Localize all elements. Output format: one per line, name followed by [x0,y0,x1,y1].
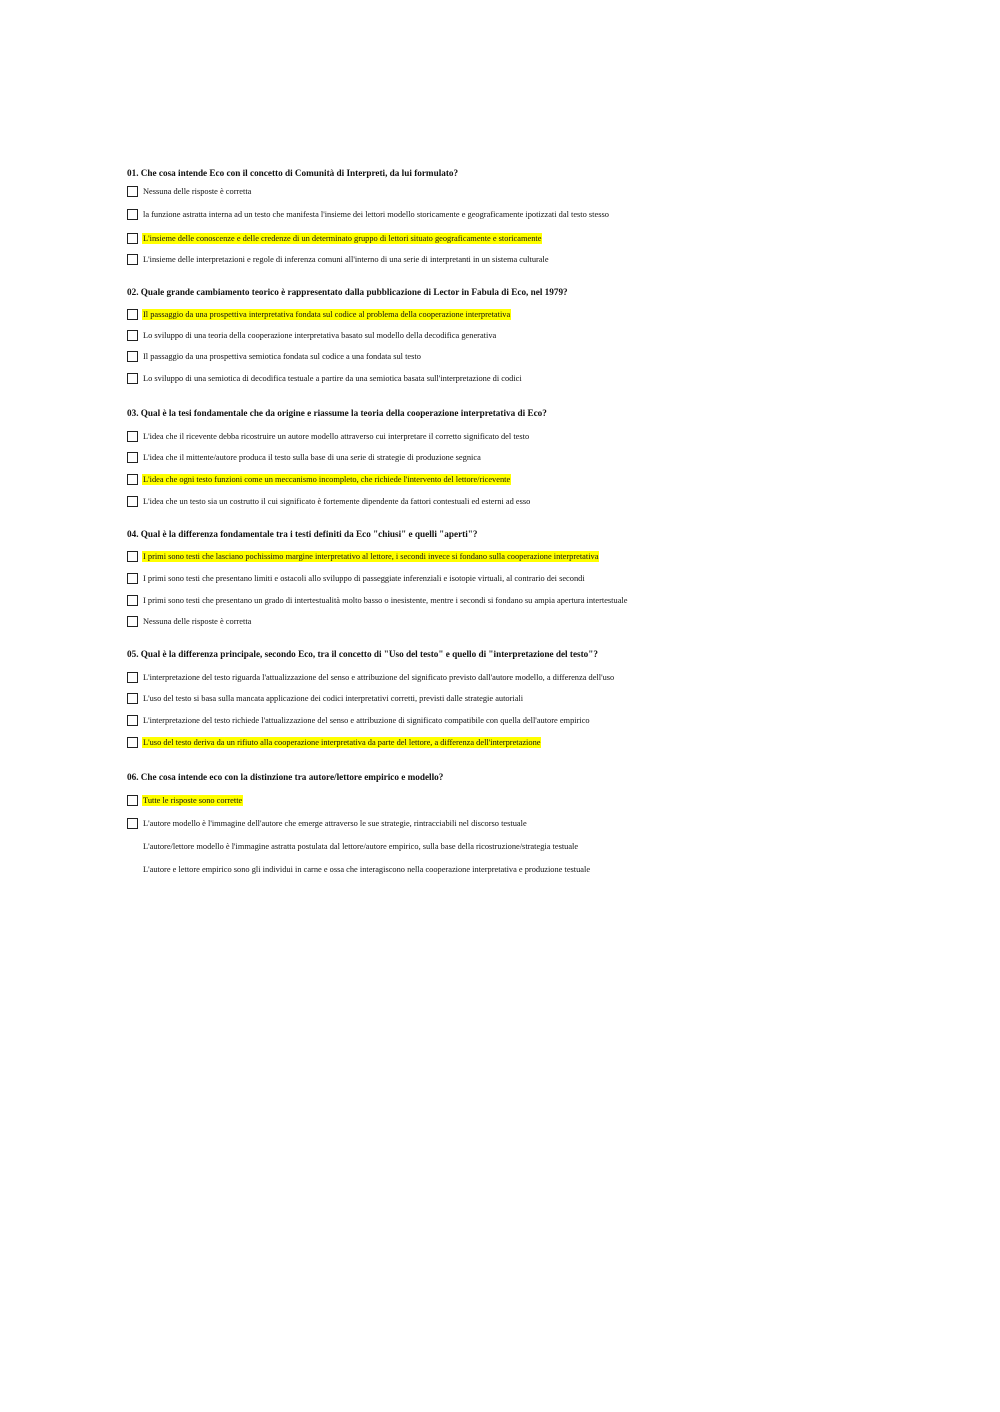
highlighted-answer-text: L'uso del testo deriva da un rifiuto alla cooperazione interpretativa da parte del lettore, a differenza dell'interpretazione [143,737,541,747]
answer-checkbox[interactable] [127,818,138,829]
answer-checkbox[interactable] [127,737,138,748]
answer-checkbox[interactable] [127,186,138,197]
highlighted-answer-text: L'insieme delle conoscenze e delle credenze di un determinato gruppo di lettori situato geograficamente e storicamente [143,233,542,243]
answer-checkbox[interactable] [127,309,138,320]
answer-text: Nessuna delle risposte è corretta [143,186,252,196]
question-1-option-4[interactable] [127,252,550,266]
question-4-option-3[interactable] [127,593,628,607]
question-4-option-4[interactable] [127,614,252,628]
answer-checkbox[interactable] [127,330,138,341]
question-3-option-2[interactable] [127,450,482,464]
highlighted-answer-text: Il passaggio da una prospettiva interpretativa fondata sul codice al problema della cooperazione interpretativa [143,309,511,319]
answer-checkbox[interactable] [127,573,138,584]
answer-text: L'idea che un testo sia un costrutto il cui significato è fortemente dipendente da fattori contestuali ed esterni ad esso [143,496,531,506]
question-5-option-4[interactable] [127,735,541,749]
question-6-option-1[interactable] [127,793,243,807]
question-2-title: 02. Quale grande cambiamento teorico è rappresentato dalla pubblicazione di Lector in Fabula di Eco, nel 1979? [127,287,568,297]
answer-checkbox[interactable] [127,795,138,806]
question-1-option-1[interactable] [127,184,252,198]
answer-checkbox[interactable] [127,233,138,244]
answer-text: L'autore e lettore empirico sono gli individui in carne e ossa che interagiscono nella cooperazione interpretativa e produzione testuale [143,864,591,874]
answer-text: L'uso del testo si basa sulla mancata applicazione dei codici interpretativi corretti, previsti dalle strategie autoriali [143,693,524,703]
highlighted-answer-text: Tutte le risposte sono corrette [143,795,243,805]
question-3-option-1[interactable] [127,429,530,443]
question-5-option-2[interactable] [127,691,524,705]
answer-checkbox[interactable] [127,693,138,704]
answer-checkbox[interactable] [127,209,138,220]
highlighted-answer-text: L'idea che ogni testo funzioni come un meccanismo incompleto, che richiede l'intervento del lettore/ricevente [143,474,511,484]
answer-checkbox[interactable] [127,254,138,265]
answer-checkbox[interactable] [127,616,138,627]
answer-checkbox[interactable] [127,715,138,726]
answer-checkbox[interactable] [127,496,138,507]
question-1-title: 01. Che cosa intende Eco con il concetto di Comunità di Interpreti, da lui formulato? [127,168,459,178]
answer-checkbox[interactable] [127,431,138,442]
answer-checkbox[interactable] [127,551,138,562]
answer-checkbox[interactable] [127,452,138,463]
highlighted-answer-text: I primi sono testi che lasciano pochissimo margine interpretativo al lettore, i secondi invece si fondano sulla cooperazione interpretativa [143,551,599,561]
answer-text: L'autore modello è l'immagine dell'autore che emerge attraverso le sue strategie, rintracciabili nel discorso testuale [143,818,527,828]
answer-checkbox[interactable] [127,351,138,362]
answer-text: Il passaggio da una prospettiva semiotica fondata sul codice a una fondata sul testo [143,351,421,361]
answer-text: L'interpretazione del testo riguarda l'attualizzazione del senso e attribuzione del significato previsto dall'autore modello, a differenza dell'uso [143,672,615,682]
answer-text: Nessuna delle risposte è corretta [143,616,252,626]
answer-text: L'idea che il ricevente debba ricostruire un autore modello attraverso cui interpretare il corretto significato del testo [143,431,530,441]
question-3-option-4[interactable] [127,494,531,508]
question-6-option-4[interactable] [127,862,591,876]
question-4-option-1[interactable] [127,549,599,563]
question-6-option-3[interactable] [127,839,579,853]
question-4-title: 04. Qual è la differenza fondamentale tra i testi definiti da Eco "chiusi" e quelli "aperti"? [127,529,478,539]
question-6-option-2[interactable] [127,816,528,830]
question-1-option-2[interactable] [127,207,610,221]
question-4-option-2[interactable] [127,571,586,585]
answer-checkbox[interactable] [127,672,138,683]
answer-text: I primi sono testi che presentano limiti e ostacoli allo sviluppo di passeggiate inferenziali e isotopie virtuali, al contrario dei secondi [143,573,585,583]
question-2-option-4[interactable] [127,371,523,385]
question-1-option-3[interactable] [127,231,542,245]
answer-text: L'insieme delle interpretazioni e regole di inferenza comuni all'interno di una serie di interpretanti in un sistema culturale [143,254,549,264]
question-2-option-2[interactable] [127,328,497,342]
answer-checkbox[interactable] [127,373,138,384]
question-5-option-3[interactable] [127,713,591,727]
answer-checkbox[interactable] [127,595,138,606]
answer-text: L'autore/lettore modello è l'immagine astratta postulata dal lettore/autore empirico, sulla base della ricostruzione/strategia testuale [143,841,579,851]
question-3-option-3[interactable] [127,472,511,486]
question-6-title: 06. Che cosa intende eco con la distinzione tra autore/lettore empirico e modello? [127,772,444,782]
answer-text: Lo sviluppo di una teoria della cooperazione interpretativa basato sul modello della decodifica generativa [143,330,497,340]
question-2-option-1[interactable] [127,307,511,321]
answer-text: la funzione astratta interna ad un testo che manifesta l'insieme dei lettori modello storicamente e geograficamente ipotizzati dal testo stesso [143,209,609,219]
answer-text: L'interpretazione del testo richiede l'attualizzazione del senso e attribuzione di significato compatibile con quella dell'autore empirico [143,715,590,725]
answer-text: Lo sviluppo di una semiotica di decodifica testuale a partire da una semiotica basata sull'interpretazione di codici [143,373,522,383]
question-2-option-3[interactable] [127,349,422,363]
answer-text: I primi sono testi che presentano un grado di intertestualità molto basso o inesistente, mentre i secondi si fondano su ampia apertura intertestuale [143,595,628,605]
question-3-title: 03. Qual è la tesi fondamentale che da origine e riassume la teoria della cooperazione interpretativa di Eco? [127,408,547,418]
question-5-option-1[interactable] [127,670,615,684]
answer-checkbox[interactable] [127,474,138,485]
answer-text: L'idea che il mittente/autore produca il testo sulla base di una serie di strategie di produzione segnica [143,452,481,462]
question-5-title: 05. Qual è la differenza principale, secondo Eco, tra il concetto di "Uso del testo" e quello di "interpretazione del testo"? [127,649,598,659]
